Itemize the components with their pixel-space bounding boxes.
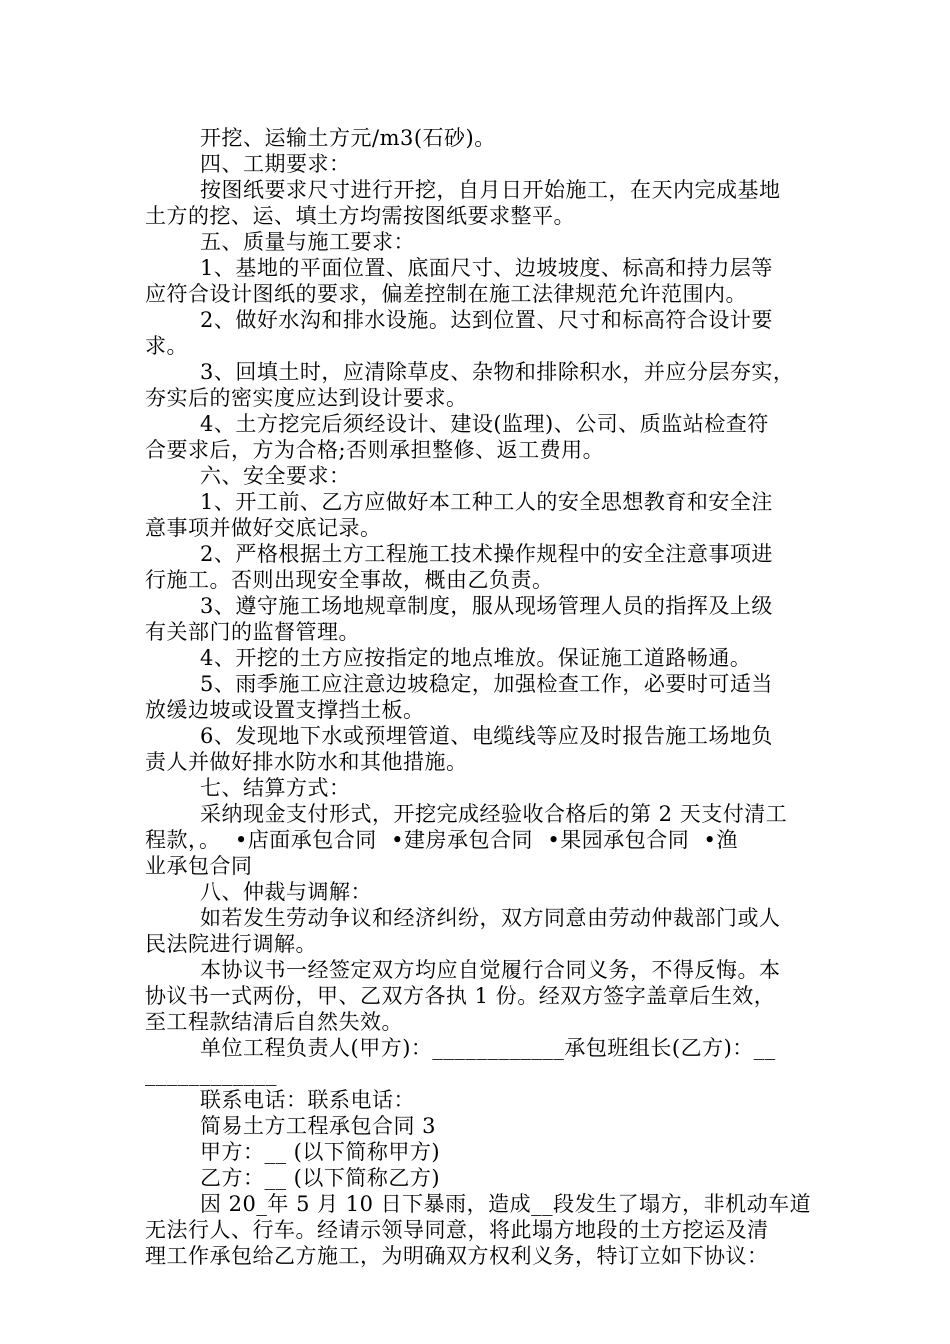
contact-line: 联系电话：联系电话： [200, 1088, 415, 1112]
text-line: 2、做好水沟和排水设施。达到位置、尺寸和标高符合设计要 [200, 308, 773, 332]
section-heading: 六、安全要求： [200, 464, 351, 488]
text-line: 因 20_年 5 月 10 日下暴雨，造成__段发生了塌方，非机动车道 [200, 1192, 812, 1216]
text-line: 1、基地的平面位置、底面尺寸、边坡坡度、标高和持力层等 [200, 256, 773, 280]
text-line: 求。 [145, 334, 188, 358]
text-line: 5、雨季施工应注意边坡稳定，加强检查工作，必要时可适当 [200, 672, 773, 696]
text-line: 3、回填土时，应清除草皮、杂物和排除积水，并应分层夯实， [200, 360, 795, 384]
text-line: 放缓边坡或设置支撑挡土板。 [145, 698, 425, 722]
text-line: 3、遵守施工场地规章制度，服从现场管理人员的指挥及上级 [200, 594, 773, 618]
text-line: 责人并做好排水防水和其他措施。 [145, 750, 468, 774]
text-line: 合要求后，方为合格;否则承担整修、返工费用。 [145, 438, 605, 462]
text-line: 意事项并做好交底记录。 [145, 516, 382, 540]
text-line: 无法行人、行车。经请示领导同意，将此塌方地段的土方挖运及清 [145, 1218, 769, 1242]
signature-line: ____________ [145, 1062, 277, 1086]
party-b-line: 乙方：__ (以下简称乙方) [200, 1166, 441, 1190]
text-line: 业承包合同 [145, 854, 253, 878]
text-line: 夯实后的密实度应达到设计要求。 [145, 386, 468, 410]
section-heading: 四、工期要求： [200, 152, 351, 176]
text-line: 采纳现金支付形式，开挖完成经验收合格后的第 2 天支付清工 [200, 802, 788, 826]
text-line: 本协议书一经签定双方均应自觉履行合同义务，不得反悔。本 [200, 958, 781, 982]
text-line: 如若发生劳动争议和经济纠纷，双方同意由劳动仲裁部门或人 [200, 906, 781, 930]
section-heading: 八、仲裁与调解： [200, 880, 372, 904]
text-line: 至工程款结清后自然失效。 [145, 1010, 403, 1034]
contract-title: 简易土方工程承包合同 3 [200, 1114, 437, 1138]
text-line: 4、开挖的土方应按指定的地点堆放。保证施工道路畅通。 [200, 646, 752, 670]
text-line: 6、发现地下水或预埋管道、电缆线等应及时报告施工场地负 [200, 724, 773, 748]
party-a-line: 甲方：__ (以下简称甲方) [200, 1140, 441, 1164]
text-line: 1、开工前、乙方应做好本工种工人的安全思想教育和安全注 [200, 490, 773, 514]
text-line: 有关部门的监督管理。 [145, 620, 360, 644]
text-line: 理工作承包给乙方施工，为明确双方权利义务，特订立如下协议： [145, 1244, 769, 1268]
related-links-line[interactable]: 程款，。 •店面承包合同 •建房承包合同 •果园承包合同 •渔 [145, 828, 738, 852]
text-line: 4、土方挖完后须经设计、建设(监理)、公司、质监站检查符 [200, 412, 769, 436]
section-heading: 五、质量与施工要求： [200, 230, 415, 254]
text-line: 协议书一式两份，甲、乙双方各执 1 份。经双方签字盖章后生效， [145, 984, 776, 1008]
text-line: 应符合设计图纸的要求，偏差控制在施工法律规范允许范围内。 [145, 282, 747, 306]
text-line: 土方的挖、运、填土方均需按图纸要求整平。 [145, 204, 575, 228]
text-line: 民法院进行调解。 [145, 932, 317, 956]
section-heading: 七、结算方式： [200, 776, 351, 800]
text-line: 按图纸要求尺寸进行开挖，自月日开始施工，在天内完成基地 [200, 178, 781, 202]
signature-line: 单位工程负责人(甲方)：____________承包班组长(乙方)：__ [200, 1036, 776, 1060]
text-line: 行施工。否则出现安全事故，概由乙负责。 [145, 568, 554, 592]
text-line: 2、严格根据土方工程施工技术操作规程中的安全注意事项进 [200, 542, 773, 566]
text-line: 开挖、运输土方元/m3(石砂)。 [200, 126, 496, 150]
